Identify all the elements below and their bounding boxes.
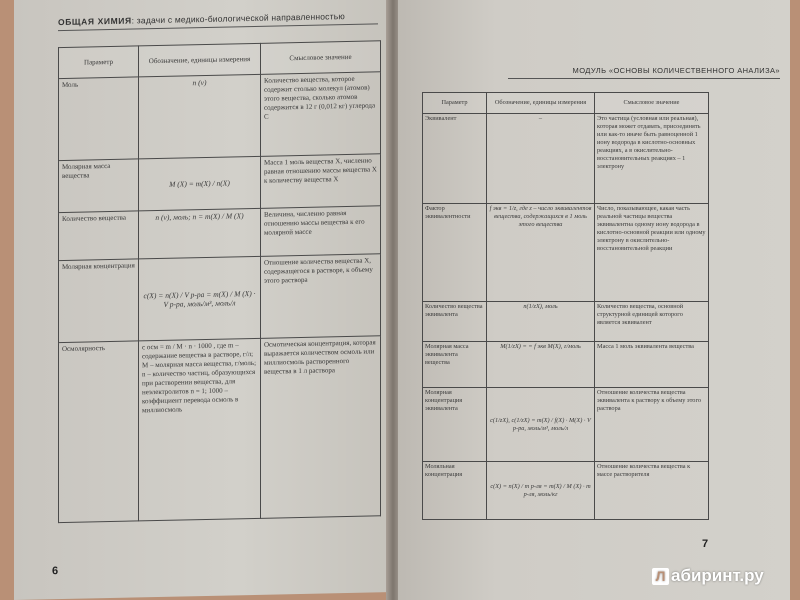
row-meaning: Величина, численно равная отношению массы вещества к его молярной массе bbox=[261, 206, 381, 257]
table-header-row bbox=[423, 93, 709, 114]
row-meaning: Количество вещества, которое содержит столько молекул (атомов) этого вещества, сколько атомов содержится в 12 г (0,012 кг) углерода С bbox=[261, 72, 381, 157]
row-param: Эквивалент bbox=[423, 114, 487, 204]
row-meaning: Отношение количества вещества к массе растворителя bbox=[595, 462, 709, 520]
table-row bbox=[423, 388, 709, 462]
table-row bbox=[423, 114, 709, 204]
row-notation: n(1/zX), моль bbox=[487, 302, 595, 342]
labirint-logo-icon: Л bbox=[652, 568, 669, 585]
row-meaning: Количество вещества, основной структурной единицей которого является эквивалент bbox=[595, 302, 709, 342]
row-param: Осмолярность bbox=[59, 341, 139, 523]
header-meaning: Смысловое значение bbox=[261, 41, 381, 75]
watermark-text: абиринт.ру bbox=[671, 566, 764, 585]
row-meaning: Отношение количества вещества эквивалента к раствору к объему этого раствора bbox=[595, 388, 709, 462]
row-meaning: Масса 1 моль вещества Х, численно равная отношению массы вещества Х к количеству вещества Х bbox=[261, 154, 381, 209]
table-row bbox=[423, 342, 709, 388]
right-table bbox=[422, 92, 709, 520]
row-param: Молярная масса эквивалента вещества bbox=[423, 342, 487, 388]
row-notation: M (X) = m(X) / n(X) bbox=[139, 156, 261, 211]
row-param: Количество вещества bbox=[59, 211, 139, 261]
left-running-head: ОБЩАЯ ХИМИЯ: задачи с медико-биологической направленностью bbox=[58, 10, 378, 31]
row-meaning: Число, показывающее, какая часть реальной частицы вещества эквивалентна одному иону водорода в кислотно-основной реакции или одному электрону в окислительно-восстановительной реакции bbox=[595, 204, 709, 302]
row-meaning: Отношение количества вещества Х, содержащегося в растворе, к объему этого раствора bbox=[261, 254, 381, 339]
page-number-left: 6 bbox=[52, 565, 59, 578]
row-notation: c(1/zX), c(1/zX) = m(X) / f(X) · M(X) · V р-ра, моль/м³, моль/л bbox=[487, 388, 595, 462]
table-row bbox=[59, 72, 381, 161]
row-notation: M(1/zX) = = f экв M(X), г/моль bbox=[487, 342, 595, 388]
row-notation: c(X) = n(X) / m р-ля = m(X) / M (X) · m р-ля, моль/кг bbox=[487, 462, 595, 520]
table-row bbox=[59, 336, 381, 523]
table-row bbox=[423, 462, 709, 520]
table-row bbox=[59, 206, 381, 261]
row-meaning: Это частица (условная или реальная), которая может отдавать, присоединять или как-то иначе быть равноценной 1 иону водорода в кислотно-основных реакциях, а в окислительно-восстановительных реакциях – 1 электрону bbox=[595, 114, 709, 204]
row-notation: – bbox=[487, 114, 595, 204]
row-meaning: Масса 1 моль эквивалента вещества bbox=[595, 342, 709, 388]
labirint-watermark bbox=[652, 566, 764, 586]
row-notation: n (ν) bbox=[139, 74, 261, 159]
table-row bbox=[423, 302, 709, 342]
row-notation: c осм = m / M · n · 1000 , где m – содержание вещества в растворе, г/л; M – молярная масса вещества, г/моль; n – количество частиц, образующихся при растворении вещества, для неэлектролитов n = 1; 1000 – коэффициент перевода осмоль в миллиосмоль bbox=[139, 338, 261, 521]
row-notation: f экв = 1/z, где z – число эквивалентов вещества, содержащихся в 1 моль этого вещества bbox=[487, 204, 595, 302]
row-param: Фактор эквивалентности bbox=[423, 204, 487, 302]
left-page bbox=[14, 0, 388, 600]
right-page bbox=[398, 0, 790, 600]
table-row bbox=[59, 154, 381, 213]
row-notation: c(X) = n(X) / V р-ра = m(X) / M (X) · V р-ра, моль/м³, моль/л bbox=[139, 256, 261, 341]
header-param: Параметр bbox=[59, 46, 139, 79]
row-param: Молярная масса вещества bbox=[59, 159, 139, 213]
header-notation: Обозначение, единицы измерения bbox=[139, 43, 261, 77]
header-meaning: Смысловое значение bbox=[595, 93, 709, 114]
row-param: Моль bbox=[59, 77, 139, 161]
table-row bbox=[423, 204, 709, 302]
header-param: Параметр bbox=[423, 93, 487, 114]
row-notation: n (ν), моль; n = m(X) / M (X) bbox=[139, 208, 261, 259]
row-param: Количество вещества эквивалента bbox=[423, 302, 487, 342]
row-param: Моляльная концентрация bbox=[423, 462, 487, 520]
page-number-right: 7 bbox=[702, 538, 709, 550]
header-notation: Обозначение, единицы измерения bbox=[487, 93, 595, 114]
row-param: Молярная концентрация bbox=[59, 259, 139, 343]
table-row bbox=[59, 254, 381, 343]
row-meaning: Осмотическая концентрация, которая выражается количеством осмоль или миллиосмоль растворенного вещества в 1 л раствора bbox=[261, 336, 381, 519]
right-running-head: МОДУЛЬ «ОСНОВЫ КОЛИЧЕСТВЕННОГО АНАЛИЗА» bbox=[508, 66, 780, 79]
left-table bbox=[58, 40, 381, 523]
row-param: Молярная концентрация эквивалента bbox=[423, 388, 487, 462]
